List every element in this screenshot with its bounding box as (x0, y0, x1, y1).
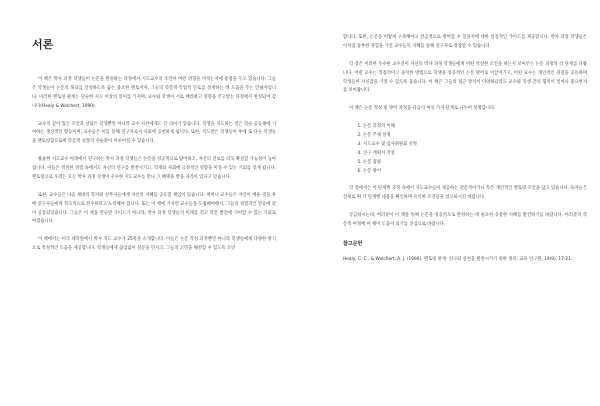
list-item: 1. 논문 과정의 이해 (363, 123, 587, 132)
steps-list (343, 123, 587, 176)
body-paragraph: 또한, 교수들은 다음 세대의 학자와 실무자들에게 자신의 지혜를 공유할 책임이 있습니다. 책머니 교수들은 자신이 배운 것을 후배 연구자들에게 적극적으로 전수하려고 노력해야 합니다. 또는 이 책에 가지런 교수들을 도접해야해서, 그들의 경험과인 반응에 같이 공통되었습니다. 그들은 이 책을 만들면 가이드가 아니라, 박사 과정 학생들의 미래를 길고 학문 발전에 기여할 수 있는 기회로 여겼습니다. (32, 192, 276, 225)
body-paragraph: 이 책에서는 미국 대학원에서 박사 지도 교수가 25명을 소개합니다. 이들은 논문 작성 과정뿐만 아니라 학생들에게 다양한 방식으로 적절적인 도움을 제공합니다. 학생들에게 끊임없이 질문을 던지고, 그들의 고민을 해결할 수 있도록 조언 (32, 237, 276, 252)
references-heading: 참고문헌 (343, 240, 363, 247)
body-paragraph: 이 책은 박사 과정 학생들이 논문을 완성하는 과정에서 지도교수의 조언이 어떤 영향을 미치는지에 중점을 두고 있습니다. 그들은 학생들이 논문의 목표를 달성하도록 돕는 중요한 멘토이자, 그들의 학문적·직업적 진로를 설계하는 데 도움을 주는 안내자입니다. 이러한 멘토링 관계는 단순한 지도 이상의 의미를 가지며, 교수와 학생이 서로 배려하고 영향을 주고받는 과정에서 완성되어 갑니다(Healy & Welchert, 1990). (32, 77, 276, 109)
body-paragraph: 이 책은 논문 작성 및 방어 과정을 다음의 여섯 가지 단계로 나누어 설명합니다. (349, 106, 496, 112)
body-paragraph: 각 장에서는 이 단계별 과정 속에서 지도교수들이 제공하는 전문적이거나 특은 개인적인 멘토링 조언을 담고 있습니다. 독자들은 실제로 뛰 각 단계별 내용을 확인하며 유익한 조언들을 참고하시길 바랍니다. (343, 186, 587, 201)
body-paragraph: 합니다. 또한, 논문을 어떻게 구축해야고 전공적으로 방어할 수 있을지에 대한 실질적인 가이드를 제공합니다. 박사 과정 학생들은 이처럼 풍부한 경험을 가진 교수들의 지혜를 통해 연구자로 성장할 수 있습니다. (343, 35, 587, 49)
list-item: 5. 논문 집필 (363, 159, 587, 168)
body-paragraph: 훌륭한 지도교수 아래에서 연구하는 박사 과정 학생들은 논문을 성공적으로 탐어하고, 자신의 진로를 더욱 확실할 가능성이 높아집니다. 이들은 적절한 경험 속에서도 자신의 연구를 발전시키고, 학계와 사회에 긍정적인 영향을 미칠 수 있는 기회를 얻게 됩니다. 멘토링으로 우려는 모든 박사 과정 학생이 우수한 지도교수를 만나 그 혜택을 받을 자격이 있다고 믿습니다. (32, 157, 276, 180)
reference-entry: Healy, C. C., & Welchert, A. J. (1990). 멘토링 관계: 연구와 실천을 발전시키기 위한 정의. 교육 연구원, 19(9), 17-21. (343, 256, 573, 262)
page-title: 서론 (32, 38, 54, 51)
list-item: 6. 논문 방어 (363, 168, 587, 177)
body-paragraph: 궁금하시는데, 여러분이 이 책을 통해 논문을 성공적으로 완성하는 데 필요한 유용한 지혜를 발견하기를 바랍니다. 여러분의 학문적 여정에 이 책이 도움이 되기를 진심으로 바랍니다. (343, 213, 587, 227)
left-column (32, 38, 276, 263)
body-paragraph: 교수의 깊이 있는 조언과 상담은 학생뿐만 아니라 교수 자신에게도 큰 의미가 있습니다. 학생을 지도하는 것은 학술 공동체에 기여하는 생산적인 활동이며, 교수들은 이를 통해 연구자로서 사회에 공헌하게 됩니다. 또한, 지도받은 학생들이 후에 또 다른 학생들을 멘토링함으로써 학문적 성장의 선순환이 이루어질 수 있습니다. (32, 121, 276, 145)
list-item: 4. 연구 계획서 작성 (363, 150, 587, 159)
list-item: 3. 지도교수 및 심사위원회 선정 (363, 141, 587, 150)
body-paragraph: 각 장은 이러한 우수한 교수진이 자신의 박사 과정 학생들에게 어떤 적절한 조언을 하는지 보여주는 논문 과정의 각 단계를 다룹니다. 어떤 교수는 직접적이고 솔직한 방법으로 학생을 성공적인 논문 방어로 이끌어가고, 어떤 교수는 개인적인 경험을 공유하며 학생들이 자신감을 가질 수 있도록 돕습니다. 이 책은 그들의 접근 방식이 다양하더라도 교수와 학생 간의 협력이 얼마나 중요한지를 보여줍니다. (343, 61, 587, 94)
list-item: 2. 논문 주제 선정 (363, 132, 587, 141)
right-column (343, 34, 587, 265)
